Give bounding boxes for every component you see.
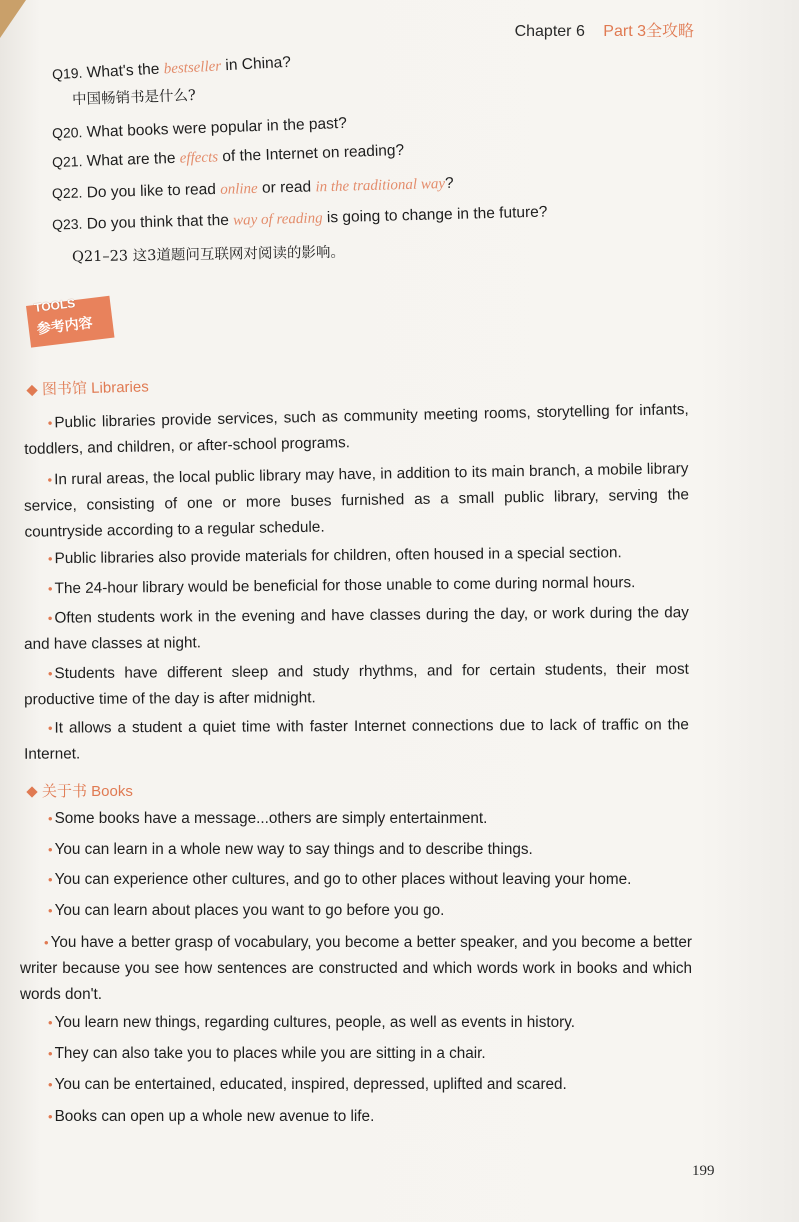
bullet-dot-icon: •	[47, 666, 53, 682]
question-q23: Q23. Do you think that the way of reading is going to change in the future?	[51, 203, 548, 233]
question-q19: Q19. What's the bestseller in China?	[51, 53, 292, 83]
q19-note-zh: 中国畅销书是什么?	[71, 87, 197, 109]
books-list-item: • You learn new things, regarding cultures, people, as well as events in history.	[48, 1014, 575, 1031]
books-list-item: • Some books have a message...others are simply entertainment.	[48, 810, 488, 827]
bullet-dot-icon: •	[48, 1109, 53, 1124]
bullet-dot-icon: •	[48, 1077, 53, 1092]
bullet-dot-icon: •	[48, 872, 53, 887]
bullet-dot-icon: •	[48, 903, 53, 918]
diamond-bullet-icon	[26, 786, 37, 797]
bullet-dot-icon: •	[48, 1046, 53, 1061]
section-books-heading: 关于书 Books	[28, 780, 133, 801]
libraries-paragraph: • It allows a student a quiet time with faster Internet connections due to lack of traffic on the Internet.	[24, 716, 689, 763]
libraries-paragraph: • Often students work in the evening and have classes during the day, or work during the day and have classes at night.	[24, 604, 689, 653]
question-q20: Q20. What books were popular in the past?	[51, 114, 348, 142]
books-list-item: • Books can open up a whole new avenue to life.	[48, 1108, 375, 1125]
bullet-dot-icon: •	[47, 415, 53, 431]
diamond-bullet-icon	[26, 385, 37, 396]
bullet-dot-icon: •	[48, 811, 53, 826]
bullet-dot-icon: •	[47, 610, 53, 626]
question-q21: Q21. What are the effects of the Internet on reading?	[51, 141, 405, 171]
books-list-item: • They can also take you to places while you are sitting in a chair.	[48, 1045, 486, 1062]
bullet-dot-icon: •	[48, 842, 53, 857]
bullet-dot-icon: •	[47, 551, 53, 567]
libraries-paragraph: • Students have different sleep and study rhythms, and for certain students, their most productive time of the day is after midnight.	[24, 660, 689, 709]
q21-23-note-zh: Q21–23 这3道题问互联网对阅读的影响。	[71, 244, 346, 266]
books-list-item: • You have a better grasp of vocabulary, you become a better speaker, and you become a better writer because you see how sentences are constructed and which words work in books and which words don't.	[20, 934, 692, 1003]
tools-label: TOOLS	[33, 296, 76, 315]
bullet-dot-icon: •	[47, 472, 53, 488]
bullet-dot-icon: •	[47, 581, 53, 597]
books-list-item: • You can be entertained, educated, inspired, depressed, uplifted and scared.	[48, 1076, 567, 1093]
running-header	[515, 18, 694, 41]
bullet-dot-icon: •	[47, 720, 53, 736]
reference-content-badge	[26, 296, 114, 348]
libraries-paragraph: • The 24-hour library would be beneficial for those unable to come during normal hours.	[47, 574, 636, 598]
section-libraries-heading: 图书馆 Libraries	[28, 375, 149, 399]
bullet-dot-icon: •	[44, 935, 49, 950]
books-list-item: • You can learn in a whole new way to say things and to describe things.	[48, 841, 533, 858]
books-list-item: • You can learn about places you want to go before you go.	[48, 902, 445, 919]
libraries-paragraph: • In rural areas, the local public library may have, in addition to its main branch, a mobile library service, consisting of one or more buses furnished as a small public library, serving the countryside according to a regular schedule.	[23, 460, 690, 541]
libraries-paragraph: • Public libraries provide services, such as community meeting rooms, storytelling for infants, toddlers, and children, or after-school programs.	[24, 401, 689, 458]
bullet-dot-icon: •	[48, 1015, 53, 1030]
part-label: Part 3全攻略	[603, 23, 694, 40]
books-list-item: • You can experience other cultures, and go to other places without leaving your home.	[48, 871, 632, 888]
page-number: 199	[692, 1163, 715, 1179]
question-q22: Q22. Do you like to read online or read in the traditional way?	[51, 174, 454, 202]
reference-label: 参考内容	[35, 314, 94, 337]
libraries-paragraph: • Public libraries also provide materials for children, often housed in a special section.	[47, 544, 622, 568]
page-corner-tab	[0, 0, 26, 38]
chapter-label: Chapter 6	[514, 23, 585, 40]
